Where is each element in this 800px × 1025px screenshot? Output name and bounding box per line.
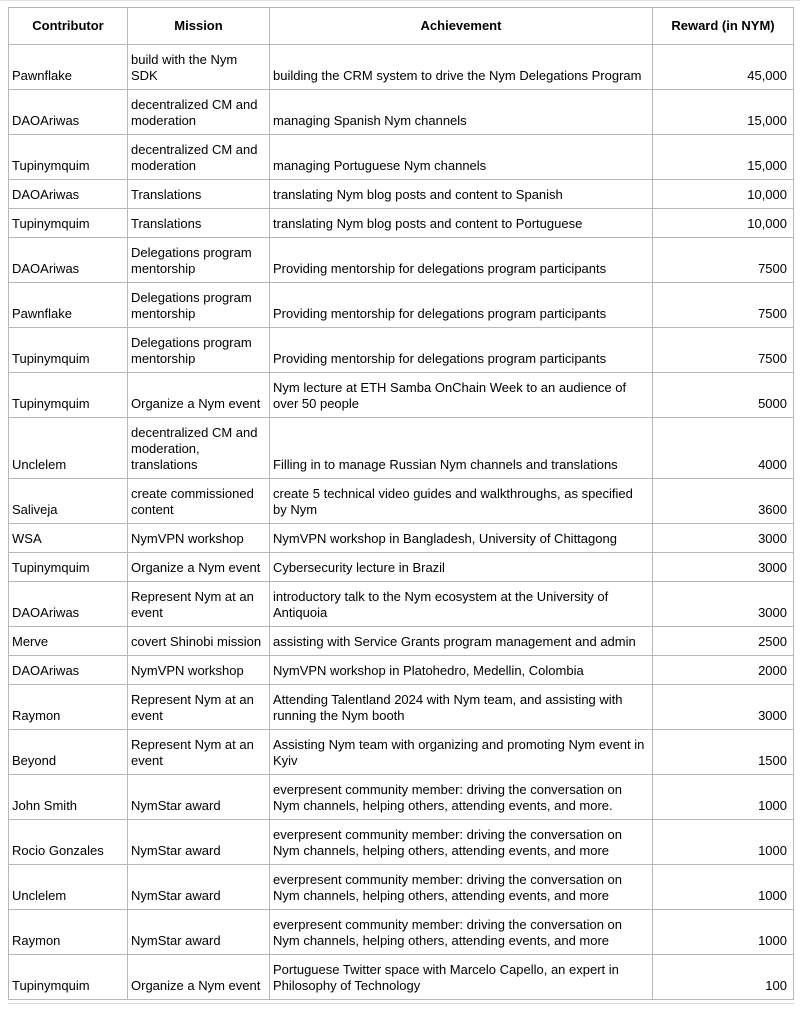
mission-cell: Delegations program mentorship	[128, 328, 270, 373]
achievement-cell: introductory talk to the Nym ecosystem at the University of Antiquoia	[270, 582, 653, 627]
contributor-cell: John Smith	[9, 775, 128, 820]
achievement-cell: translating Nym blog posts and content to Spanish	[270, 180, 653, 209]
mission-cell: NymVPN workshop	[128, 656, 270, 685]
mission-cell: create commissioned content	[128, 479, 270, 524]
mission-cell: Delegations program mentorship	[128, 238, 270, 283]
reward-cell: 3000	[653, 524, 794, 553]
table-row	[9, 656, 794, 685]
table-row	[9, 524, 794, 553]
achievement-cell: Portuguese Twitter space with Marcelo Capello, an expert in Philosophy of Technology	[270, 955, 653, 1000]
mission-cell: Represent Nym at an event	[128, 730, 270, 775]
contributor-cell: Unclelem	[9, 865, 128, 910]
contributor-cell: Beyond	[9, 730, 128, 775]
contributor-cell: WSA	[9, 524, 128, 553]
reward-cell: 3000	[653, 582, 794, 627]
achievement-cell: Providing mentorship for delegations program participants	[270, 328, 653, 373]
achievement-cell: managing Spanish Nym channels	[270, 90, 653, 135]
reward-cell: 3600	[653, 479, 794, 524]
contributor-cell: Raymon	[9, 685, 128, 730]
rewards-table	[8, 7, 794, 1000]
mission-cell: Represent Nym at an event	[128, 685, 270, 730]
contributor-cell: Unclelem	[9, 418, 128, 479]
achievement-cell: everpresent community member: driving the conversation on Nym channels, helping others, attending events, and more	[270, 910, 653, 955]
table-row	[9, 775, 794, 820]
mission-cell: Organize a Nym event	[128, 373, 270, 418]
table-row	[9, 865, 794, 910]
contributor-cell: Merve	[9, 627, 128, 656]
reward-cell: 1000	[653, 910, 794, 955]
achievement-cell: everpresent community member: driving the conversation on Nym channels, helping others, attending events, and more.	[270, 775, 653, 820]
table-header-row	[9, 8, 794, 45]
mission-cell: NymStar award	[128, 775, 270, 820]
mission-cell: NymVPN workshop	[128, 524, 270, 553]
mission-cell: covert Shinobi mission	[128, 627, 270, 656]
contributor-cell: DAOAriwas	[9, 582, 128, 627]
table-row	[9, 238, 794, 283]
contributor-cell: Tupinymquim	[9, 955, 128, 1000]
cropped-gridline-top	[0, 0, 800, 1]
contributor-cell: Raymon	[9, 910, 128, 955]
table-row	[9, 820, 794, 865]
achievement-cell: NymVPN workshop in Bangladesh, University of Chittagong	[270, 524, 653, 553]
reward-cell: 7500	[653, 238, 794, 283]
contributor-cell: Tupinymquim	[9, 373, 128, 418]
table-row	[9, 730, 794, 775]
contributor-cell: Tupinymquim	[9, 135, 128, 180]
mission-cell: Organize a Nym event	[128, 553, 270, 582]
contributor-cell: Rocio Gonzales	[9, 820, 128, 865]
reward-cell: 15,000	[653, 135, 794, 180]
achievement-cell: Cybersecurity lecture in Brazil	[270, 553, 653, 582]
table-row	[9, 283, 794, 328]
achievement-cell: Attending Talentland 2024 with Nym team, and assisting with running the Nym booth	[270, 685, 653, 730]
mission-cell: NymStar award	[128, 865, 270, 910]
table-row	[9, 553, 794, 582]
mission-cell: NymStar award	[128, 910, 270, 955]
table-row	[9, 209, 794, 238]
reward-cell: 7500	[653, 328, 794, 373]
achievement-cell: Nym lecture at ETH Samba OnChain Week to an audience of over 50 people	[270, 373, 653, 418]
achievement-cell: Providing mentorship for delegations program participants	[270, 238, 653, 283]
table-header	[9, 8, 794, 45]
achievement-cell: Providing mentorship for delegations program participants	[270, 283, 653, 328]
achievement-cell: everpresent community member: driving the conversation on Nym channels, helping others, attending events, and more	[270, 820, 653, 865]
reward-cell: 5000	[653, 373, 794, 418]
achievement-cell: everpresent community member: driving the conversation on Nym channels, helping others, attending events, and more	[270, 865, 653, 910]
mission-cell: build with the Nym SDK	[128, 45, 270, 90]
contributor-cell: Pawnflake	[9, 283, 128, 328]
reward-cell: 2500	[653, 627, 794, 656]
table-row	[9, 373, 794, 418]
column-header-mission: Mission	[128, 8, 270, 45]
contributor-cell: DAOAriwas	[9, 238, 128, 283]
mission-cell: Translations	[128, 209, 270, 238]
table-body	[9, 45, 794, 1000]
column-header-reward: Reward (in NYM)	[653, 8, 794, 45]
reward-cell: 1000	[653, 820, 794, 865]
mission-cell: decentralized CM and moderation	[128, 90, 270, 135]
achievement-cell: translating Nym blog posts and content to Portuguese	[270, 209, 653, 238]
reward-cell: 100	[653, 955, 794, 1000]
achievement-cell: Assisting Nym team with organizing and promoting Nym event in Kyiv	[270, 730, 653, 775]
column-header-achievement: Achievement	[270, 8, 653, 45]
mission-cell: Translations	[128, 180, 270, 209]
rewards-sheet	[8, 7, 794, 1004]
contributor-cell: Tupinymquim	[9, 553, 128, 582]
contributor-cell: Tupinymquim	[9, 209, 128, 238]
mission-cell: decentralized CM and moderation	[128, 135, 270, 180]
reward-cell: 15,000	[653, 90, 794, 135]
table-row	[9, 955, 794, 1000]
contributor-cell: Saliveja	[9, 479, 128, 524]
table-row	[9, 582, 794, 627]
contributor-cell: Pawnflake	[9, 45, 128, 90]
table-row	[9, 627, 794, 656]
reward-cell: 3000	[653, 685, 794, 730]
contributor-cell: DAOAriwas	[9, 90, 128, 135]
reward-cell: 1000	[653, 775, 794, 820]
achievement-cell: building the CRM system to drive the Nym Delegations Program	[270, 45, 653, 90]
reward-cell: 10,000	[653, 209, 794, 238]
table-row	[9, 180, 794, 209]
reward-cell: 3000	[653, 553, 794, 582]
mission-cell: Delegations program mentorship	[128, 283, 270, 328]
table-row	[9, 90, 794, 135]
table-row	[9, 479, 794, 524]
mission-cell: NymStar award	[128, 820, 270, 865]
reward-cell: 10,000	[653, 180, 794, 209]
table-row	[9, 685, 794, 730]
mission-cell: decentralized CM and moderation, translations	[128, 418, 270, 479]
table-row	[9, 418, 794, 479]
reward-cell: 1500	[653, 730, 794, 775]
contributor-cell: DAOAriwas	[9, 180, 128, 209]
reward-cell: 45,000	[653, 45, 794, 90]
mission-cell: Represent Nym at an event	[128, 582, 270, 627]
table-row	[9, 328, 794, 373]
achievement-cell: assisting with Service Grants program management and admin	[270, 627, 653, 656]
reward-cell: 4000	[653, 418, 794, 479]
cropped-gridline-bottom	[8, 1003, 794, 1004]
mission-cell: Organize a Nym event	[128, 955, 270, 1000]
table-row	[9, 135, 794, 180]
table-row	[9, 910, 794, 955]
table-row	[9, 45, 794, 90]
achievement-cell: NymVPN workshop in Platohedro, Medellin, Colombia	[270, 656, 653, 685]
contributor-cell: Tupinymquim	[9, 328, 128, 373]
achievement-cell: create 5 technical video guides and walkthroughs, as specified by Nym	[270, 479, 653, 524]
reward-cell: 7500	[653, 283, 794, 328]
reward-cell: 1000	[653, 865, 794, 910]
contributor-cell: DAOAriwas	[9, 656, 128, 685]
achievement-cell: managing Portuguese Nym channels	[270, 135, 653, 180]
column-header-contributor: Contributor	[9, 8, 128, 45]
achievement-cell: Filling in to manage Russian Nym channels and translations	[270, 418, 653, 479]
reward-cell: 2000	[653, 656, 794, 685]
